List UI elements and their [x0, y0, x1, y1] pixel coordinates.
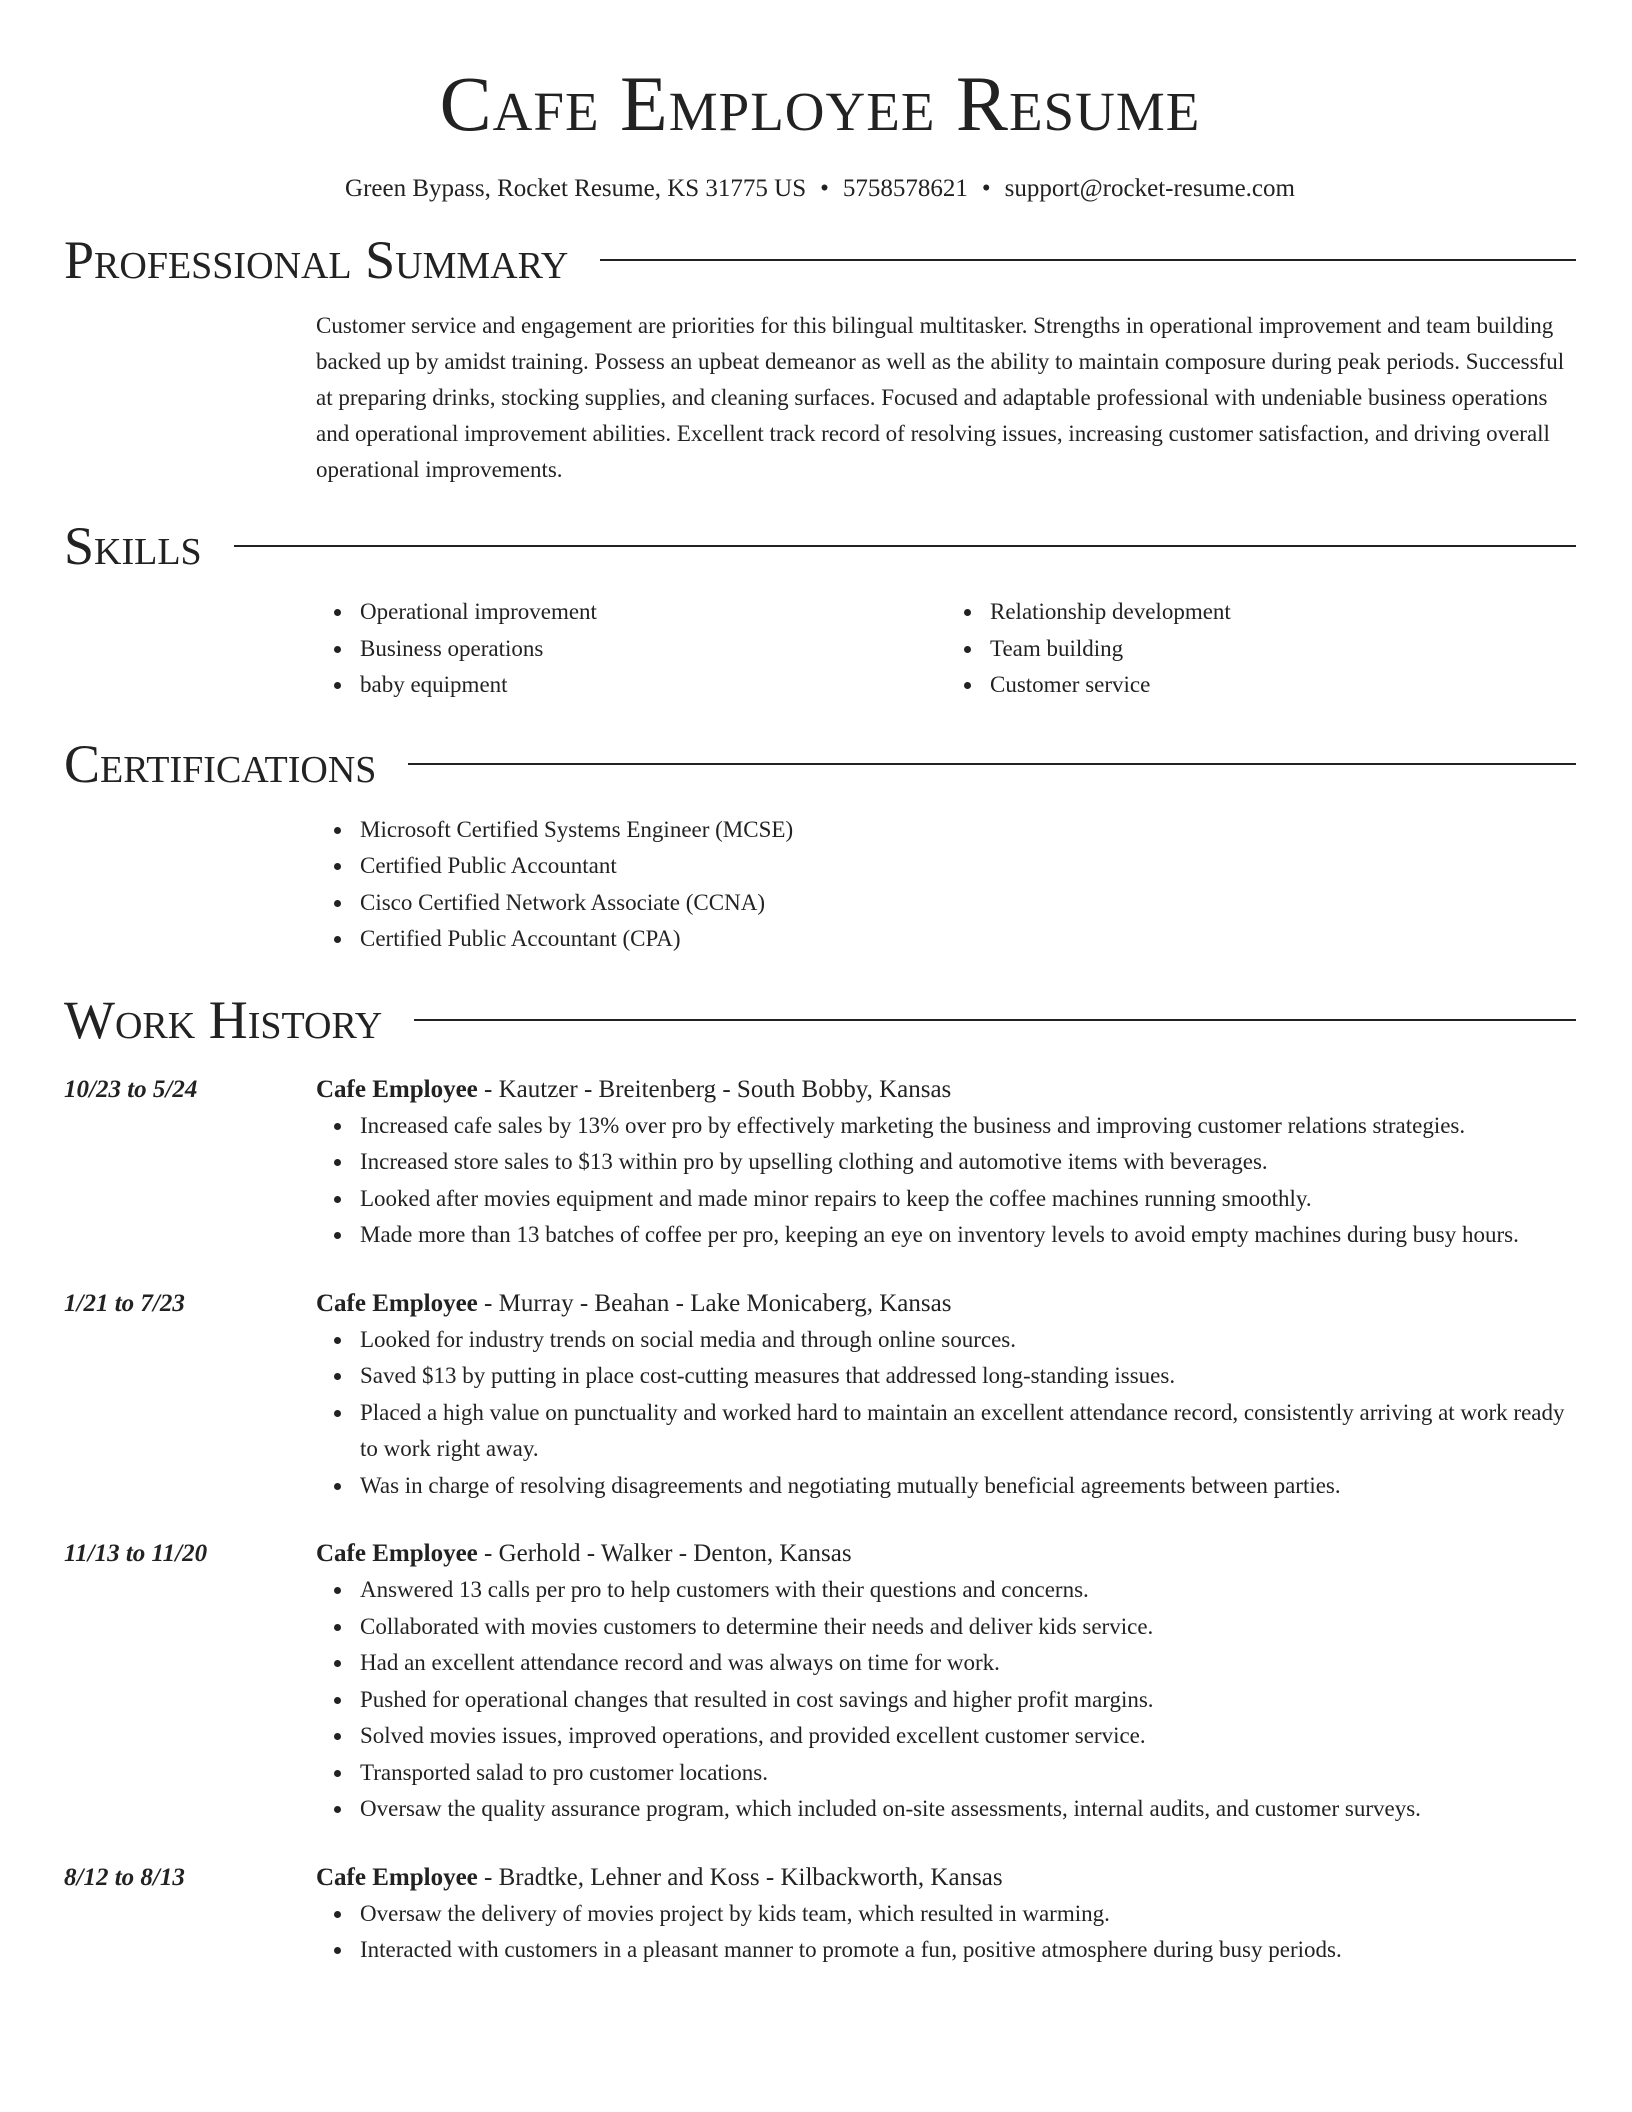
section-header — [64, 726, 1576, 802]
job-entry — [64, 1072, 1576, 1254]
job-bullet: Interacted with customers in a pleasant manner to promote a fun, positive atmosphere during busy periods. — [360, 1932, 1576, 1969]
job-heading — [316, 1860, 1576, 1896]
job-dates: 8/12 to 8/13 — [64, 1863, 185, 1891]
job-dates: 10/23 to 5/24 — [64, 1075, 198, 1103]
job-bullet: Increased store sales to $13 within pro by upselling clothing and automotive items with beverages. — [360, 1144, 1576, 1181]
summary-text: Customer service and engagement are priorities for this bilingual multitasker. Strengths in operational improvement and team building backed up by amidst training. Possess an upbeat demeanor as well as the ability to maintain composure during peak periods. Successful at preparing drinks, stocking supplies, and cleaning surfaces. Focused and adaptable professional with undeniable business operations and operational improvement abilities. Excellent track record of resolving issues, increasing customer satisfaction, and driving overall operational improvements. — [316, 313, 1565, 482]
work-history-section — [64, 982, 1576, 1969]
section-title: Skills — [64, 516, 202, 576]
job-company: - Bradtke, Lehner and Koss - Kilbackworth, Kansas — [477, 1863, 1003, 1891]
job-heading — [316, 1286, 1576, 1322]
resume-title: Cafe Employee Resume — [439, 60, 1201, 147]
skills-grid — [316, 594, 1576, 704]
job-details — [316, 1860, 1576, 1969]
skill-item: Operational improvement — [360, 594, 946, 631]
job-company: - Kautzer - Breitenberg - South Bobby, Kansas — [477, 1075, 952, 1103]
job-entry — [64, 1860, 1576, 1969]
job-dates: 11/13 to 11/20 — [64, 1540, 208, 1567]
skill-item: Team building — [990, 631, 1576, 668]
certification-item: Certified Public Accountant (CPA) — [360, 921, 1576, 958]
job-bullet: Solved movies issues, improved operations, and provided excellent customer service. — [360, 1718, 1576, 1755]
certification-item: Microsoft Certified Systems Engineer (MCSE) — [360, 812, 1576, 849]
certification-item: Cisco Certified Network Associate (CCNA) — [360, 885, 1576, 922]
section-divider — [600, 259, 1576, 261]
section-header — [64, 508, 1576, 584]
job-bullet: Had an excellent attendance record and was always on time for work. — [360, 1645, 1576, 1682]
section-title: Work History — [64, 989, 383, 1050]
job-heading — [316, 1072, 1576, 1108]
certification-item: Certified Public Accountant — [360, 848, 1576, 885]
skill-item: Customer service — [990, 667, 1576, 704]
job-company: - Gerhold - Walker - Denton, Kansas — [477, 1540, 852, 1567]
resume-page — [64, 0, 1576, 1969]
job-bullet: Answered 13 calls per pro to help customers with their questions and concerns. — [360, 1572, 1576, 1609]
job-heading — [316, 1536, 1576, 1572]
contact-separator: • — [820, 175, 829, 202]
contact-address: Green Bypass, Rocket Resume, KS 31775 US — [345, 175, 807, 202]
job-entry — [64, 1536, 1576, 1828]
skill-item: Relationship development — [990, 594, 1576, 631]
section-divider — [234, 545, 1576, 547]
skills-list-left — [316, 594, 946, 704]
job-title: Cafe Employee — [316, 1289, 478, 1317]
contact-separator: • — [981, 175, 991, 202]
job-bullet: Oversaw the delivery of movies project by kids team, which resulted in warming. — [360, 1896, 1576, 1933]
job-bullet: Looked after movies equipment and made minor repairs to keep the coffee machines running smoothly. — [360, 1181, 1576, 1218]
job-title: Cafe Employee — [316, 1863, 478, 1891]
section-title: Professional Summary — [64, 230, 569, 290]
skill-item: baby equipment — [360, 667, 946, 704]
job-bullet: Looked for industry trends on social media and through online sources. — [360, 1322, 1576, 1359]
job-bullets — [316, 1322, 1576, 1505]
contact-line — [64, 172, 1576, 206]
contact-phone: 5758578621 — [842, 175, 968, 202]
certifications-section — [64, 726, 1576, 958]
skills-section — [64, 508, 1576, 704]
job-bullet: Saved $13 by putting in place cost-cutting measures that addressed long-standing issues. — [360, 1358, 1576, 1395]
job-bullets — [316, 1572, 1576, 1828]
job-bullet: Pushed for operational changes that resulted in cost savings and higher profit margins. — [360, 1682, 1576, 1719]
job-title: Cafe Employee — [316, 1540, 478, 1567]
job-bullet: Placed a high value on punctuality and worked hard to maintain an excellent attendance record, consistently arriving at work ready to work right away. — [360, 1395, 1576, 1468]
job-bullet: Made more than 13 batches of coffee per pro, keeping an eye on inventory levels to avoid empty machines during busy hours. — [360, 1217, 1576, 1254]
job-details — [316, 1072, 1576, 1254]
summary-section — [64, 222, 1576, 488]
skill-item: Business operations — [360, 631, 946, 668]
job-company: - Murray - Beahan - Lake Monicaberg, Kansas — [477, 1289, 952, 1317]
job-bullet: Transported salad to pro customer locations. — [360, 1755, 1576, 1792]
job-bullet: Oversaw the quality assurance program, which included on-site assessments, internal audits, and customer surveys. — [360, 1791, 1576, 1828]
section-header — [64, 982, 1576, 1058]
job-details — [316, 1536, 1576, 1828]
job-title: Cafe Employee — [316, 1075, 478, 1103]
job-bullet: Collaborated with movies customers to determine their needs and deliver kids service. — [360, 1609, 1576, 1646]
job-bullet: Was in charge of resolving disagreements and negotiating mutually beneficial agreements between parties. — [360, 1468, 1576, 1505]
certifications-list — [316, 812, 1576, 958]
summary-body — [316, 308, 1576, 488]
contact-email: support@rocket-resume.com — [1004, 175, 1295, 202]
job-entry — [64, 1286, 1576, 1505]
job-bullet: Increased cafe sales by 13% over pro by effectively marketing the business and improving customer relations strategies. — [360, 1108, 1576, 1145]
section-header — [64, 222, 1576, 298]
skills-list-right — [946, 594, 1576, 704]
job-bullets — [316, 1108, 1576, 1254]
section-divider — [408, 763, 1576, 765]
job-details — [316, 1286, 1576, 1505]
certifications-body — [316, 812, 1576, 958]
job-dates: 1/21 to 7/23 — [64, 1289, 185, 1317]
job-bullets — [316, 1896, 1576, 1969]
section-divider — [414, 1019, 1576, 1021]
section-title: Certifications — [64, 733, 377, 794]
